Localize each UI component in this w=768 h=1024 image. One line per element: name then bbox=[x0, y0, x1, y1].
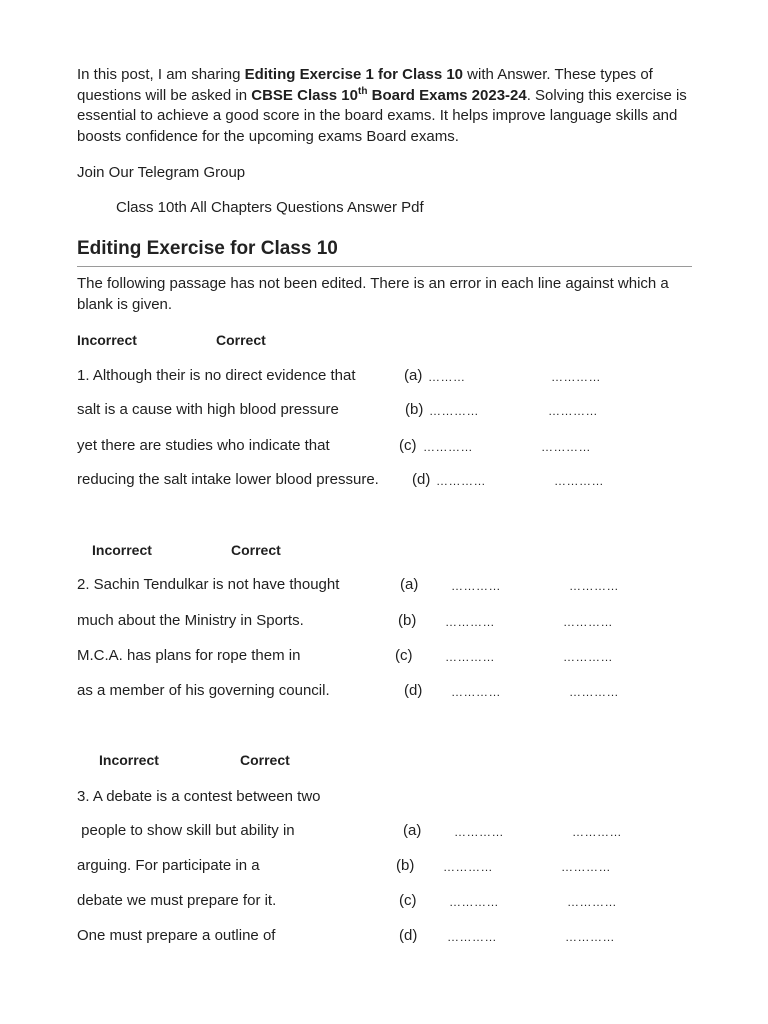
ex1-line-1: 1. Although their is no direct evidence that bbox=[77, 367, 356, 384]
ex3-line-3: arguing. For participate in a bbox=[77, 857, 260, 874]
ex1-blank-a-incorrect[interactable]: ……… bbox=[428, 370, 466, 384]
ex1-label-d: (d) bbox=[412, 471, 431, 488]
ex2-label-a: (a) bbox=[400, 576, 419, 593]
heading-divider bbox=[77, 266, 692, 267]
ex3-label-c: (c) bbox=[399, 892, 417, 909]
ex2-blank-c-correct[interactable]: ………… bbox=[563, 650, 613, 664]
ex3-label-a: (a) bbox=[403, 822, 422, 839]
ex3-blank-b-incorrect[interactable]: ………… bbox=[443, 860, 493, 874]
ex3-line-5: One must prepare a outline of bbox=[77, 927, 276, 944]
ex2-label-b: (b) bbox=[398, 612, 417, 629]
ex2-blank-b-correct[interactable]: ………… bbox=[563, 615, 613, 629]
ex2-line-4: as a member of his governing council. bbox=[77, 682, 330, 699]
intro-bold-cbse: CBSE Class 10 bbox=[251, 86, 358, 104]
chapters-link[interactable]: Class 10th All Chapters Questions Answer Pdf bbox=[116, 199, 424, 216]
ex2-blank-b-incorrect[interactable]: ………… bbox=[445, 615, 495, 629]
intro-text-3: . Solving this exercise is essential to achieve a good score in the board exams. It helps improve language skills and boosts confidence for the upcoming exams Board exams. bbox=[77, 86, 687, 145]
ex2-blank-d-incorrect[interactable]: ………… bbox=[451, 685, 501, 699]
ex1-blank-d-correct[interactable]: ………… bbox=[554, 474, 604, 488]
ex3-line-2: people to show skill but ability in bbox=[77, 822, 295, 839]
intro-text-2: with Answer. These types of questions will be asked in bbox=[77, 66, 653, 104]
ex2-blank-a-incorrect[interactable]: ………… bbox=[451, 579, 501, 593]
ex3-blank-a-correct[interactable]: ………… bbox=[572, 825, 622, 839]
ex2-header-correct: Correct bbox=[231, 542, 281, 558]
ex3-line-4: debate we must prepare for it. bbox=[77, 892, 277, 909]
instruction-text: The following passage has not been edited. There is an error in each line against which a blank is given. bbox=[77, 275, 669, 313]
ex1-header-correct: Correct bbox=[216, 332, 266, 348]
ex1-line-2: salt is a cause with high blood pressure bbox=[77, 401, 339, 418]
ex3-blank-c-incorrect[interactable]: ………… bbox=[449, 895, 499, 909]
ex3-header-correct: Correct bbox=[240, 752, 290, 768]
ex1-line-4: reducing the salt intake lower blood pressure. bbox=[77, 471, 379, 488]
ex3-blank-d-incorrect[interactable]: ………… bbox=[447, 930, 497, 944]
intro-text-1: In this post, I am sharing bbox=[77, 66, 245, 83]
intro-sup-th: th bbox=[358, 85, 368, 97]
intro-bold-board: Board Exams 2023-24 bbox=[367, 86, 527, 104]
ex1-label-a: (a) bbox=[404, 367, 423, 384]
ex1-blank-b-incorrect[interactable]: ………… bbox=[429, 404, 479, 418]
ex2-label-d: (d) bbox=[404, 682, 423, 699]
ex3-label-d: (d) bbox=[399, 927, 418, 944]
ex2-blank-c-incorrect[interactable]: ………… bbox=[445, 650, 495, 664]
ex3-line-1: 3. A debate is a contest between two bbox=[77, 788, 321, 805]
ex3-header-incorrect: Incorrect bbox=[99, 752, 159, 768]
ex2-line-1: 2. Sachin Tendulkar is not have thought bbox=[77, 576, 340, 593]
ex2-blank-d-correct[interactable]: ………… bbox=[569, 685, 619, 699]
intro-paragraph bbox=[77, 65, 697, 147]
ex1-blank-d-incorrect[interactable]: ………… bbox=[436, 474, 486, 488]
ex1-blank-c-correct[interactable]: ………… bbox=[541, 440, 591, 454]
section-heading: Editing Exercise for Class 10 bbox=[77, 238, 338, 259]
ex1-line-3: yet there are studies who indicate that bbox=[77, 437, 330, 454]
ex1-blank-c-incorrect[interactable]: ………… bbox=[423, 440, 473, 454]
ex2-header-incorrect: Incorrect bbox=[92, 542, 152, 558]
ex1-blank-b-correct[interactable]: ………… bbox=[548, 404, 598, 418]
telegram-link[interactable]: Join Our Telegram Group bbox=[77, 164, 246, 181]
intro-bold-exercise: Editing Exercise 1 for Class 10 bbox=[244, 66, 464, 83]
ex2-blank-a-correct[interactable]: ………… bbox=[569, 579, 619, 593]
ex3-blank-b-correct[interactable]: ………… bbox=[561, 860, 611, 874]
ex1-label-b: (b) bbox=[405, 401, 424, 418]
ex3-blank-c-correct[interactable]: ………… bbox=[567, 895, 617, 909]
ex2-line-2: much about the Ministry in Sports. bbox=[77, 612, 304, 629]
ex2-line-3: M.C.A. has plans for rope them in bbox=[77, 647, 301, 664]
ex3-blank-d-correct[interactable]: ………… bbox=[565, 930, 615, 944]
ex1-header-incorrect: Incorrect bbox=[77, 332, 137, 348]
ex1-blank-a-correct[interactable]: ………… bbox=[551, 370, 601, 384]
ex3-blank-a-incorrect[interactable]: ………… bbox=[454, 825, 504, 839]
ex2-label-c: (c) bbox=[395, 647, 413, 664]
ex1-label-c: (c) bbox=[399, 437, 417, 454]
ex3-label-b: (b) bbox=[396, 857, 415, 874]
